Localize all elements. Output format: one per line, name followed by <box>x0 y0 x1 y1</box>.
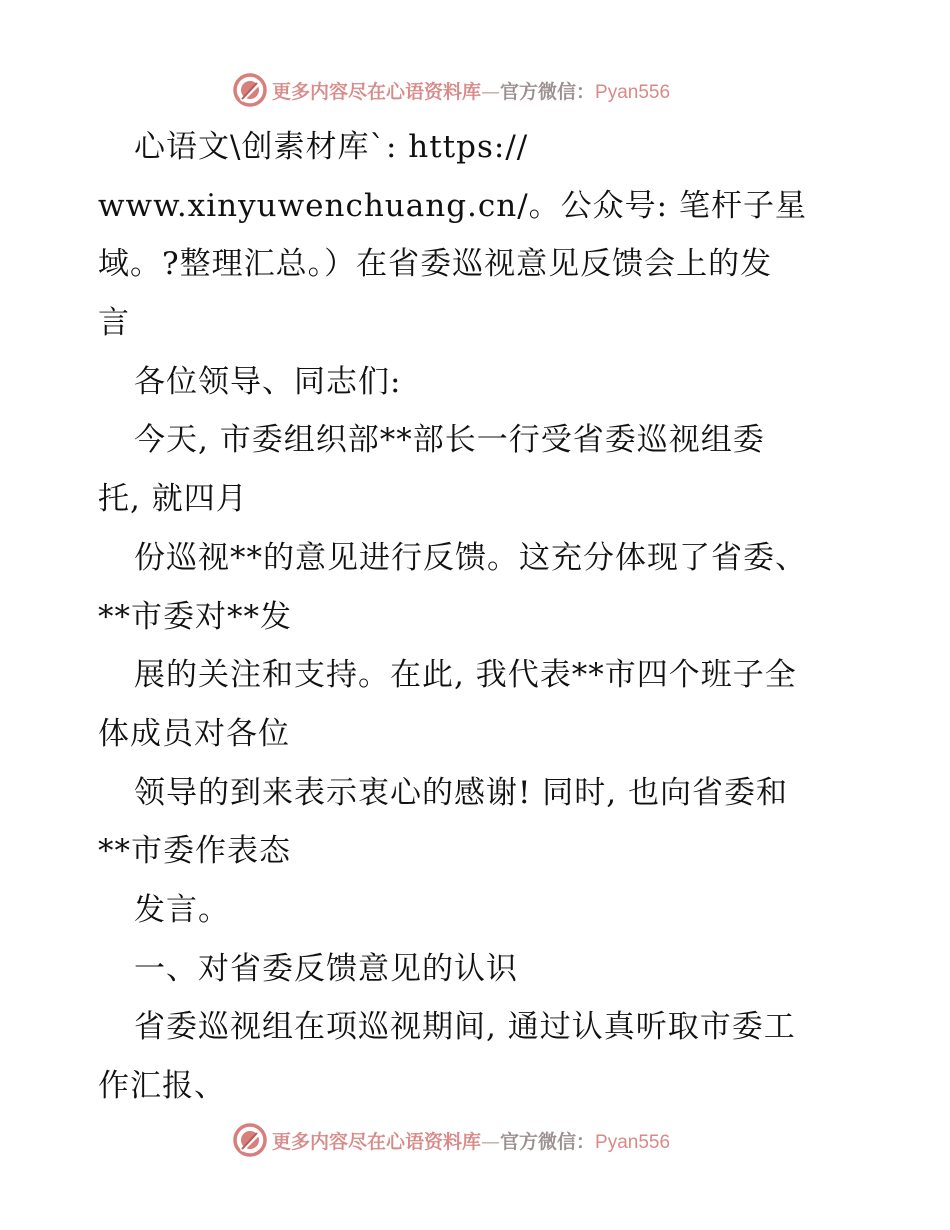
banner-separator: — <box>481 80 501 103</box>
text-line: **市委作表态 <box>98 833 291 870</box>
text-line: 领导的到来表示衷心的感谢! 同时, 也向省委和 <box>134 774 789 811</box>
text-line: 托, 就四月 <box>98 481 248 518</box>
header-watermark-banner <box>232 70 752 110</box>
text-line: 心语文\创素材库`: https:// <box>134 129 529 165</box>
text-line: 体成员对各位 <box>98 715 290 752</box>
text-line: www.xinyuwenchuang.cn/。公众号: 笔杆子星 <box>98 187 807 224</box>
banner-wechat-label: 官方微信： <box>500 1130 596 1153</box>
text-line: 省委巡视组在项巡视期间, 通过认真听取市委工 <box>134 1009 796 1046</box>
text-line: 今天, 市委组织部**部长一行受省委巡视组委 <box>134 422 765 459</box>
banner-wechat-label: 官方微信： <box>500 80 596 103</box>
text-line: 发言。 <box>134 891 230 928</box>
banner-wechat-id: Pyan556 <box>595 1131 671 1153</box>
banner-wechat-id: Pyan556 <box>595 81 671 103</box>
banner-separator: — <box>481 1130 501 1153</box>
banner-main-text: 更多内容尽在心语资料库 <box>272 80 482 103</box>
text-line: 一、对省委反馈意见的认识 <box>134 950 518 987</box>
text-line: 份巡视**的意见进行反馈。这充分体现了省委、 <box>134 539 807 576</box>
document-body <box>98 118 858 1116</box>
footer-watermark-banner <box>232 1120 752 1160</box>
text-line: 作汇报、 <box>98 1068 226 1104</box>
text-line: **市委对**发 <box>98 598 292 635</box>
text-line: 各位领导、同志们: <box>134 363 402 400</box>
banner-text <box>272 77 670 104</box>
text-line: 域。?整理汇总。）在省委巡视意见反馈会上的发 <box>98 246 773 283</box>
banner-text <box>272 1127 670 1154</box>
text-line: 言 <box>98 305 130 342</box>
text-line: 展的关注和支持。在此, 我代表**市四个班子全 <box>134 657 797 694</box>
banner-main-text: 更多内容尽在心语资料库 <box>272 1130 482 1153</box>
red-pen-circle-logo <box>232 1122 268 1158</box>
red-pen-circle-logo <box>232 72 268 108</box>
